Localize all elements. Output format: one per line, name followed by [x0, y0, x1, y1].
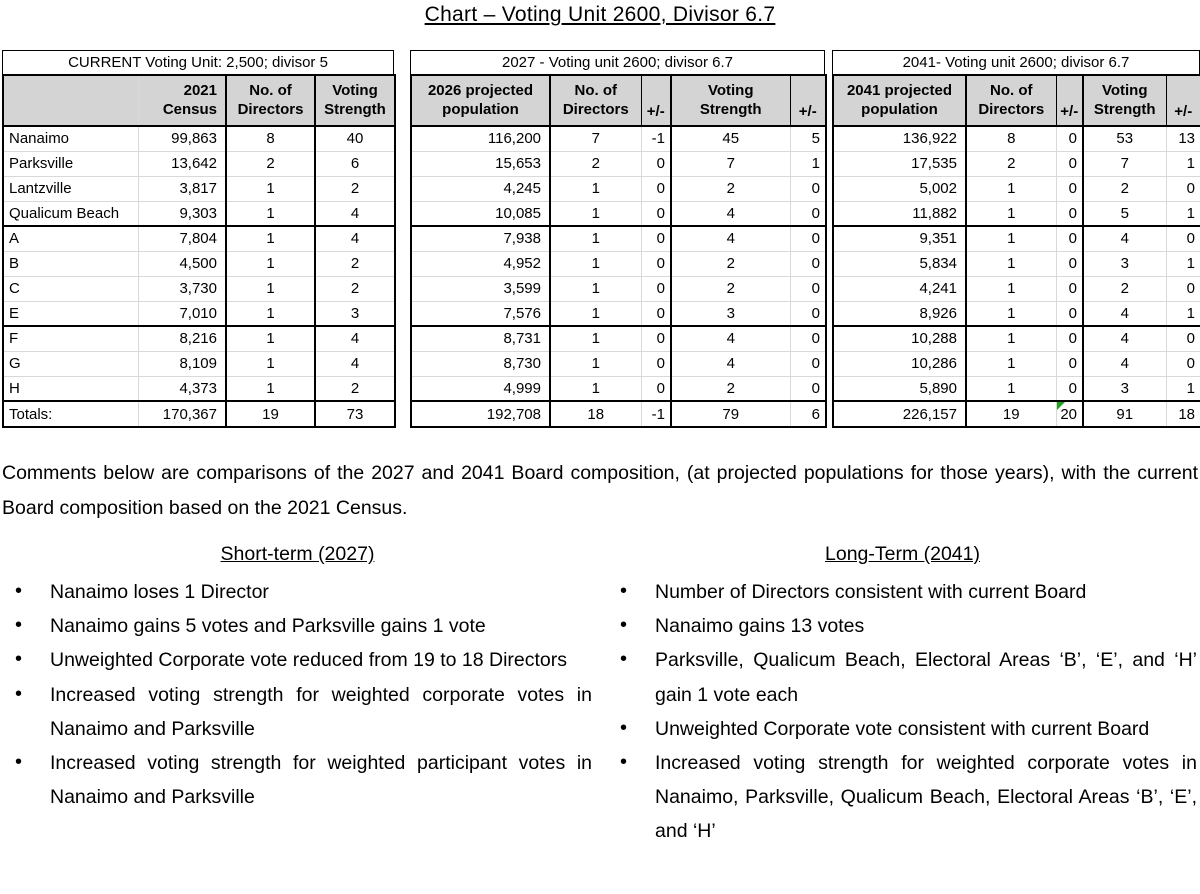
row-label: Qualicum Beach: [3, 201, 138, 226]
table-row: [833, 151, 1200, 176]
data-cell: 8,731: [411, 326, 550, 351]
table-title: 2027 - Voting unit 2600; divisor 6.7: [410, 50, 825, 74]
data-cell: 1: [966, 251, 1056, 276]
data-cell: 0: [790, 326, 826, 351]
data-cell: 4,952: [411, 251, 550, 276]
bullet-item: [2, 643, 593, 677]
header-row: [411, 75, 826, 126]
data-cell: 1: [550, 176, 641, 201]
data-cell: 3: [671, 301, 790, 326]
totals-cell: 192,708: [411, 401, 550, 427]
totals-cell: -1: [641, 401, 671, 427]
data-cell: 0: [1166, 326, 1200, 351]
column-header: Voting Strength: [1083, 75, 1166, 126]
table-row: [3, 226, 395, 251]
totals-cell: 79: [671, 401, 790, 427]
totals-row: [3, 401, 395, 427]
data-cell: 1: [1166, 301, 1200, 326]
data-cell: 5,002: [833, 176, 966, 201]
data-cell: 2: [671, 376, 790, 401]
totals-cell: 73: [315, 401, 395, 427]
section-long-term: [607, 543, 1198, 848]
data-cell: 4: [315, 326, 395, 351]
bullet-text: Increased voting strength for weighted corporate votes in Nanaimo and Parksville: [50, 683, 592, 740]
data-cell: 13,642: [138, 151, 226, 176]
data-cell: 3: [1083, 376, 1166, 401]
totals-cell: 19: [226, 401, 315, 427]
data-cell: 2: [315, 276, 395, 301]
table-row: [3, 351, 395, 376]
header-row: [3, 75, 395, 126]
data-cell: 2: [671, 251, 790, 276]
table-row: [3, 276, 395, 301]
data-cell: 7: [550, 126, 641, 151]
bullet-item: [607, 643, 1198, 711]
data-cell: 2: [315, 251, 395, 276]
data-cell: 3,730: [138, 276, 226, 301]
data-cell: 0: [1056, 176, 1083, 201]
data-cell: 0: [641, 251, 671, 276]
totals-row: [411, 401, 826, 427]
data-cell: 4: [671, 201, 790, 226]
data-cell: 1: [966, 326, 1056, 351]
data-cell: 0: [790, 226, 826, 251]
data-cell: 1: [966, 276, 1056, 301]
totals-cell: 19: [966, 401, 1056, 427]
data-cell: 1: [226, 351, 315, 376]
bullet-text: Unweighted Corporate vote reduced from 19 to 18 Directors: [50, 649, 568, 672]
bullet-dot-icon: •: [15, 580, 23, 603]
table-row: [411, 151, 826, 176]
page-title: Chart – Voting Unit 2600, Divisor 6.7: [424, 3, 776, 26]
bullet-item: [607, 712, 1198, 746]
column-header: 2026 projected population: [411, 75, 550, 126]
bullet-list-short-term: [2, 575, 593, 814]
column-header: Voting Strength: [315, 75, 395, 126]
bullet-dot-icon: •: [620, 614, 628, 637]
data-cell: 4: [1083, 326, 1166, 351]
data-cell: 4: [1083, 226, 1166, 251]
data-cell: 4,373: [138, 376, 226, 401]
data-cell: 7,938: [411, 226, 550, 251]
data-cell: 0: [1056, 351, 1083, 376]
table-row: [833, 176, 1200, 201]
table-row: [833, 201, 1200, 226]
bullet-dot-icon: •: [15, 682, 23, 705]
column-header: 2041 projected population: [833, 75, 966, 126]
data-cell: 1: [226, 326, 315, 351]
bullet-item: [607, 575, 1198, 609]
table-row: [411, 301, 826, 326]
totals-cell: 6: [790, 401, 826, 427]
table-row: [833, 376, 1200, 401]
data-cell: 1: [550, 301, 641, 326]
data-cell: 10,288: [833, 326, 966, 351]
bullet-text: Nanaimo gains 13 votes: [655, 615, 865, 638]
data-cell: 0: [1056, 151, 1083, 176]
totals-cell: 18: [550, 401, 641, 427]
row-label: Lantzville: [3, 176, 138, 201]
data-cell: 0: [1056, 201, 1083, 226]
data-cell: 8,216: [138, 326, 226, 351]
data-cell: 2: [315, 376, 395, 401]
table-row: [3, 151, 395, 176]
data-cell: 45: [671, 126, 790, 151]
data-cell: 4: [1083, 351, 1166, 376]
table-row: [411, 201, 826, 226]
row-label: C: [3, 276, 138, 301]
data-cell: 1: [966, 201, 1056, 226]
column-header: +/-: [790, 75, 826, 126]
data-cell: 8,730: [411, 351, 550, 376]
data-cell: 2: [1083, 276, 1166, 301]
data-cell: 5: [1083, 201, 1166, 226]
column-header: No. of Directors: [966, 75, 1056, 126]
data-cell: 5: [790, 126, 826, 151]
bullet-item: [2, 609, 593, 643]
data-cell: 0: [790, 276, 826, 301]
data-cell: 9,303: [138, 201, 226, 226]
bullet-dot-icon: •: [620, 750, 628, 773]
data-cell: 99,863: [138, 126, 226, 151]
table-row: [3, 301, 395, 326]
data-cell: 1: [790, 151, 826, 176]
table-row: [411, 351, 826, 376]
data-cell: 4: [315, 201, 395, 226]
bullet-item: [2, 575, 593, 609]
data-cell: 1: [1166, 151, 1200, 176]
data-cell: 0: [1166, 351, 1200, 376]
data-cell: 1: [1166, 251, 1200, 276]
data-cell: 2: [671, 276, 790, 301]
data-cell: -1: [641, 126, 671, 151]
data-cell: 1: [966, 301, 1056, 326]
bullet-dot-icon: •: [15, 614, 23, 637]
totals-cell: 91: [1083, 401, 1166, 427]
data-cell: 0: [641, 151, 671, 176]
section-heading-short-term: Short-term (2027): [220, 543, 375, 566]
bullet-dot-icon: •: [620, 716, 628, 739]
bullet-item: [607, 609, 1198, 643]
row-label: B: [3, 251, 138, 276]
data-cell: 3: [315, 301, 395, 326]
totals-cell: 226,157: [833, 401, 966, 427]
table-row: [833, 226, 1200, 251]
data-cell: 40: [315, 126, 395, 151]
error-flag-icon: [1057, 402, 1065, 410]
table-row: [833, 351, 1200, 376]
data-cell: 4: [315, 226, 395, 251]
data-cell: 0: [1056, 276, 1083, 301]
totals-label: Totals:: [3, 401, 138, 427]
table-row: [3, 176, 395, 201]
row-label: Parksville: [3, 151, 138, 176]
data-table: [2, 74, 396, 428]
data-cell: 0: [790, 376, 826, 401]
data-cell: 1: [966, 176, 1056, 201]
column-header: +/-: [1166, 75, 1200, 126]
data-table: [410, 74, 827, 428]
data-cell: 0: [641, 326, 671, 351]
data-cell: 1: [226, 176, 315, 201]
data-cell: 4: [315, 351, 395, 376]
bullet-text: Unweighted Corporate vote consistent with current Board: [655, 717, 1150, 740]
data-cell: 0: [641, 201, 671, 226]
data-table: [832, 74, 1200, 428]
tables-section: [2, 50, 1198, 428]
data-cell: 5,834: [833, 251, 966, 276]
data-cell: 2: [226, 151, 315, 176]
data-cell: 3: [1083, 251, 1166, 276]
data-cell: 4,999: [411, 376, 550, 401]
section-heading-long-term: Long-Term (2041): [825, 543, 980, 566]
column-header-blank: [3, 75, 138, 126]
data-cell: 7,804: [138, 226, 226, 251]
data-cell: 11,882: [833, 201, 966, 226]
data-cell: 3,817: [138, 176, 226, 201]
bullet-item: [2, 746, 593, 814]
data-cell: 4: [671, 326, 790, 351]
data-cell: 8: [226, 126, 315, 151]
data-cell: 4,241: [833, 276, 966, 301]
table-row: [411, 226, 826, 251]
data-cell: 10,085: [411, 201, 550, 226]
data-cell: 116,200: [411, 126, 550, 151]
header-row: [833, 75, 1200, 126]
data-cell: 0: [641, 176, 671, 201]
row-label: E: [3, 301, 138, 326]
section-short-term: [2, 543, 593, 848]
row-label: F: [3, 326, 138, 351]
data-cell: 4,245: [411, 176, 550, 201]
comparison-columns: [2, 543, 1198, 848]
data-cell: 0: [1166, 226, 1200, 251]
data-cell: 1: [550, 276, 641, 301]
bullet-text: Nanaimo gains 5 votes and Parksville gains 1 vote: [50, 615, 486, 638]
column-header: +/-: [641, 75, 671, 126]
data-cell: 8,926: [833, 301, 966, 326]
data-cell: 1: [550, 251, 641, 276]
bullet-text: Parksville, Qualicum Beach, Electoral Areas ‘B’, ‘E’, and ‘H’ gain 1 vote each: [655, 649, 1197, 706]
bullet-text: Increased voting strength for weighted participant votes in Nanaimo and Parksville: [50, 751, 592, 808]
table-row: [3, 126, 395, 151]
data-cell: 0: [1166, 276, 1200, 301]
table-row: [411, 126, 826, 151]
data-cell: 2: [671, 176, 790, 201]
data-cell: 136,922: [833, 126, 966, 151]
table-row: [833, 301, 1200, 326]
data-cell: 3,599: [411, 276, 550, 301]
table-row: [411, 276, 826, 301]
data-cell: 4: [671, 226, 790, 251]
column-header: No. of Directors: [226, 75, 315, 126]
bullet-dot-icon: •: [15, 750, 23, 773]
bullet-text: Increased voting strength for weighted corporate votes in Nanaimo, Parksville, Qualicum Beach, Electoral Areas ‘B’, ‘E’, and ‘H’: [655, 751, 1197, 843]
data-cell: 53: [1083, 126, 1166, 151]
comments-text: Comments below are comparisons of the 2027 and 2041 Board composition, (at projected populations for those years), with the current Board composition based on the 2021 Census.: [2, 462, 1198, 520]
data-cell: 1: [226, 226, 315, 251]
table-row: [833, 276, 1200, 301]
column-header: Voting Strength: [671, 75, 790, 126]
bullet-text: Number of Directors consistent with current Board: [655, 581, 1087, 604]
data-cell: 2: [315, 176, 395, 201]
data-cell: 1: [226, 301, 315, 326]
table-2027-voting-unit: [410, 50, 825, 428]
data-cell: 0: [641, 276, 671, 301]
table-row: [3, 201, 395, 226]
row-label: Nanaimo: [3, 126, 138, 151]
table-row: [411, 326, 826, 351]
bullet-item: [2, 678, 593, 746]
data-cell: 1: [550, 201, 641, 226]
data-cell: 5,890: [833, 376, 966, 401]
data-cell: 9,351: [833, 226, 966, 251]
totals-cell: 20: [1056, 401, 1083, 427]
bullet-dot-icon: •: [620, 648, 628, 671]
bullet-dot-icon: •: [15, 648, 23, 671]
row-label: H: [3, 376, 138, 401]
data-cell: 2: [966, 151, 1056, 176]
data-cell: 2: [550, 151, 641, 176]
data-cell: 0: [1166, 176, 1200, 201]
table-title: 2041- Voting unit 2600; divisor 6.7: [832, 50, 1200, 74]
data-cell: 1: [226, 251, 315, 276]
table-row: [833, 126, 1200, 151]
data-cell: 4: [671, 351, 790, 376]
data-cell: 7: [1083, 151, 1166, 176]
data-cell: 1: [226, 201, 315, 226]
column-header: No. of Directors: [550, 75, 641, 126]
table-row: [411, 176, 826, 201]
data-cell: 7,576: [411, 301, 550, 326]
data-cell: 0: [641, 376, 671, 401]
table-current-voting-unit: [2, 50, 394, 428]
data-cell: 8: [966, 126, 1056, 151]
data-cell: 2: [1083, 176, 1166, 201]
data-cell: 0: [790, 351, 826, 376]
data-cell: 0: [641, 226, 671, 251]
data-cell: 1: [550, 326, 641, 351]
table-title: CURRENT Voting Unit: 2,500; divisor 5: [2, 50, 394, 74]
data-cell: 0: [790, 301, 826, 326]
data-cell: 7,010: [138, 301, 226, 326]
data-cell: 4: [1083, 301, 1166, 326]
table-row: [3, 376, 395, 401]
table-2041-voting-unit: [832, 50, 1200, 428]
data-cell: 1: [226, 276, 315, 301]
bullet-list-long-term: [607, 575, 1198, 848]
data-cell: 0: [1056, 376, 1083, 401]
data-cell: 0: [1056, 301, 1083, 326]
totals-cell: 170,367: [138, 401, 226, 427]
data-cell: 1: [966, 376, 1056, 401]
totals-row: [833, 401, 1200, 427]
bullet-item: [607, 746, 1198, 848]
table-row: [3, 326, 395, 351]
data-cell: 0: [790, 251, 826, 276]
data-cell: 0: [1056, 226, 1083, 251]
data-cell: 10,286: [833, 351, 966, 376]
data-cell: 1: [1166, 201, 1200, 226]
bullet-dot-icon: •: [620, 580, 628, 603]
row-label: G: [3, 351, 138, 376]
data-cell: 6: [315, 151, 395, 176]
data-cell: 8,109: [138, 351, 226, 376]
data-cell: 1: [550, 226, 641, 251]
column-header: 2021 Census: [138, 75, 226, 126]
data-cell: 17,535: [833, 151, 966, 176]
table-row: [411, 251, 826, 276]
bullet-text: Nanaimo loses 1 Director: [50, 581, 269, 604]
data-cell: 0: [1056, 251, 1083, 276]
data-cell: 1: [550, 376, 641, 401]
data-cell: 7: [671, 151, 790, 176]
data-cell: 0: [1056, 326, 1083, 351]
row-label: A: [3, 226, 138, 251]
table-row: [411, 376, 826, 401]
data-cell: 1: [550, 351, 641, 376]
data-cell: 1: [226, 376, 315, 401]
column-header: +/-: [1056, 75, 1083, 126]
table-row: [833, 326, 1200, 351]
data-cell: 0: [790, 201, 826, 226]
data-cell: 0: [641, 301, 671, 326]
data-cell: 0: [790, 176, 826, 201]
data-cell: 1: [966, 351, 1056, 376]
data-cell: 13: [1166, 126, 1200, 151]
table-row: [833, 251, 1200, 276]
data-cell: 1: [966, 226, 1056, 251]
table-row: [3, 251, 395, 276]
data-cell: 1: [1166, 376, 1200, 401]
data-cell: 0: [641, 351, 671, 376]
data-cell: 15,653: [411, 151, 550, 176]
data-cell: 4,500: [138, 251, 226, 276]
totals-cell: 18: [1166, 401, 1200, 427]
data-cell: 0: [1056, 126, 1083, 151]
